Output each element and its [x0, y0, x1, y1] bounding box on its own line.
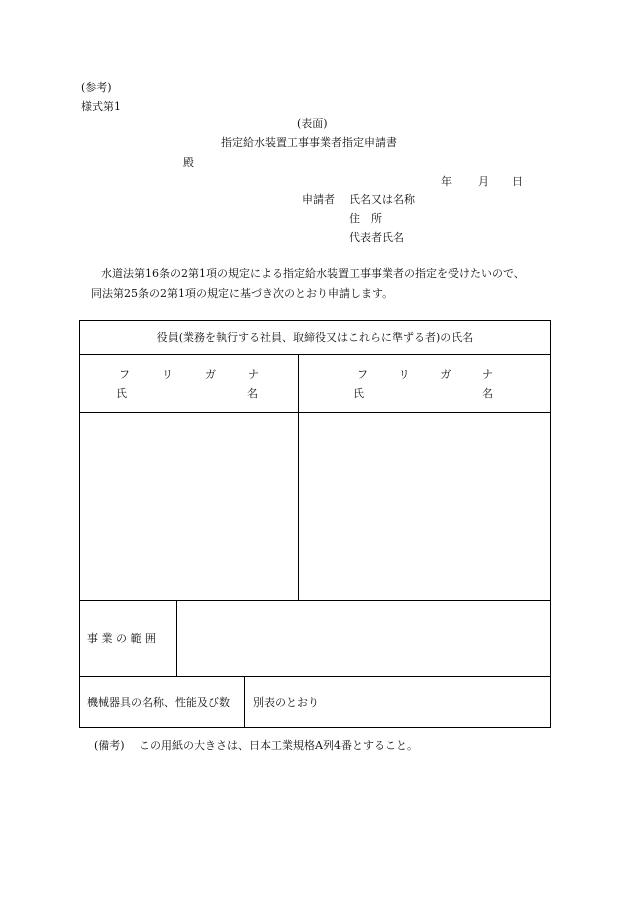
name-char: 氏 [116, 387, 127, 400]
name-char: 名 [482, 387, 493, 400]
right-name-label [353, 388, 493, 399]
left-furigana-label [119, 369, 259, 380]
furigana-char: リ [162, 368, 173, 381]
furigana-char: ナ [248, 368, 259, 381]
business-scope-label: 事 業 の 範 囲 [87, 632, 156, 645]
furigana-char: フ [119, 368, 130, 381]
right-officer-names-field[interactable] [299, 413, 550, 600]
side-label: (表面) [297, 117, 328, 130]
body-text-line1: 水道法第16条の2第1項の規定による指定給水装置工事事業者の指定を受けたいので、 [101, 267, 525, 280]
applicant-name-label: 氏名又は名称 [349, 193, 415, 206]
body-text-line2: 同法第25条の2第1項の規定に基づき次のとおり申請します。 [91, 287, 394, 300]
left-officer-names-field[interactable] [80, 413, 298, 600]
addressee-suffix: 殿 [183, 156, 194, 169]
furigana-char: ナ [481, 368, 493, 381]
officers-header: 役員(業務を執行する社員、取締役又はこれらに準ずる者)の氏名 [156, 331, 474, 344]
right-furigana-label [357, 369, 493, 380]
applicant-label: 申請者 [302, 193, 335, 206]
name-char: 氏 [353, 387, 364, 400]
note-text: この用紙の大きさは、日本工業規格A列4番とすること。 [139, 739, 418, 752]
furigana-char: ガ [205, 368, 216, 381]
applicant-representative-label: 代表者氏名 [349, 231, 404, 244]
reference-label: (参考) [81, 81, 112, 94]
equipment-label: 機械器具の名称、性能及び数 [87, 696, 230, 709]
equipment-value: 別表のとおり [253, 696, 319, 709]
furigana-char: リ [398, 368, 410, 381]
name-char: 名 [247, 387, 258, 400]
form-number: 様式第1 [81, 100, 121, 113]
applicant-address-label: 住 所 [349, 212, 382, 225]
furigana-char: フ [357, 368, 368, 381]
date-month: 月 [478, 175, 489, 188]
left-name-label [116, 388, 258, 399]
date-year: 年 [441, 175, 452, 188]
date-day: 日 [512, 175, 523, 188]
business-scope-field[interactable] [177, 601, 550, 676]
furigana-char: ガ [440, 368, 452, 381]
document-title: 指定給水装置工事事業者指定申請書 [221, 136, 397, 149]
note-label: (備考) [94, 739, 125, 752]
